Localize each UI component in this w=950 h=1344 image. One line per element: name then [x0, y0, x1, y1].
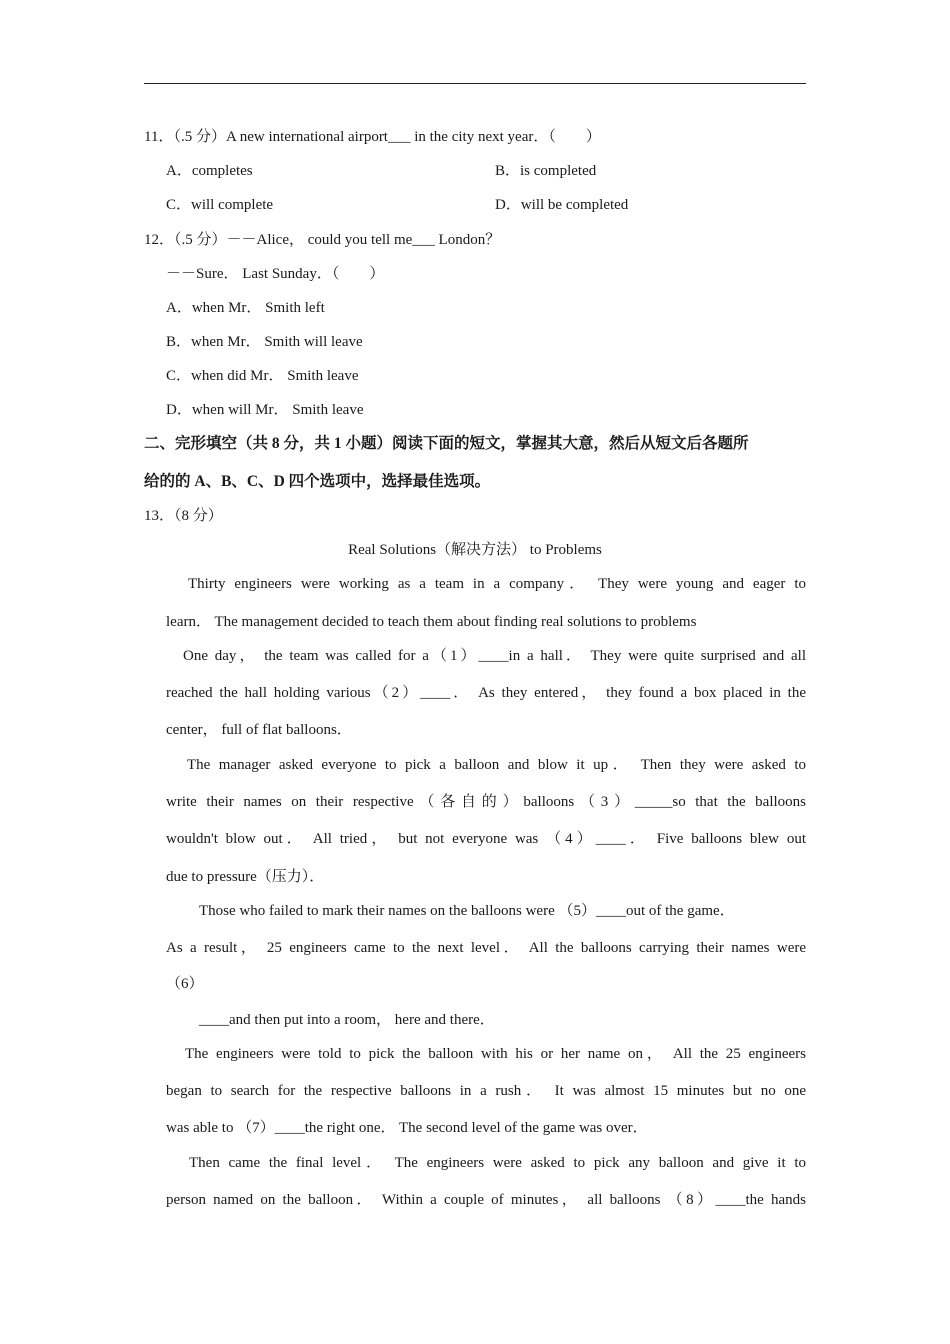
- q13-number: 13．（8 分）: [144, 508, 223, 524]
- q12-option-c: C．when did Mr． Smith leave: [166, 368, 359, 384]
- q11-stem: 11．（.5 分）A new international airport___ in the city next year．（ ）: [144, 129, 601, 145]
- passage-p4-line4: ____and then put into a room， here and there．: [199, 1012, 495, 1028]
- passage-p3-line1: The manager asked everyone to pick a balloon and blow it up． Then they were asked to: [187, 757, 806, 773]
- section2-heading-line2: 给的的 A、B、C、D 四个选项中，选择最佳选项。: [144, 473, 491, 490]
- passage-p2-line3: center， full of flat balloons．: [166, 722, 352, 738]
- passage-p2-line2: reached the hall holding various（2）____． As they entered， they found a box placed in the: [166, 685, 806, 701]
- passage-p6-line2: person named on the balloon． Within a couple of minutes， all balloons （8）____the hands: [166, 1192, 806, 1208]
- q12-option-a: A．when Mr． Smith left: [166, 300, 325, 316]
- passage-p1-line1: Thirty engineers were working as a team in a company． They were young and eager to: [188, 576, 806, 592]
- q11-option-b: B．is completed: [495, 163, 597, 179]
- passage-title: Real Solutions（解决方法） to Problems: [348, 542, 602, 558]
- passage-p3-line2: write their names on their respective（各自的）balloons（3）_____so that the balloons: [166, 794, 806, 810]
- q11-option-a: A．completes: [166, 163, 253, 179]
- q12-stem: 12．（.5 分）－－Alice， could you tell me___ London？: [144, 232, 501, 248]
- passage-p4-line1: Those who failed to mark their names on the balloons were （5）____out of the game．: [199, 903, 735, 919]
- passage-p4-line2: As a result， 25 engineers came to the next level． All the balloons carrying their names were: [166, 940, 806, 956]
- q11-option-d: D．will be completed: [495, 197, 629, 213]
- passage-p3-line3: wouldn't blow out． All tried， but not everyone was （4）____． Five balloons blew out: [166, 831, 806, 847]
- passage-p5-line3: was able to （7）____the right one． The second level of the game was over．: [166, 1120, 648, 1136]
- passage-p5-line2: began to search for the respective balloons in a rush． It was almost 15 minutes but no one: [166, 1083, 806, 1099]
- header-rule: [144, 83, 806, 84]
- passage-p4-line3: （6）: [166, 976, 204, 992]
- q12-reply: －－Sure． Last Sunday．（ ）: [166, 266, 385, 282]
- section2-heading-line1: 二、完形填空（共 8 分，共 1 小题）阅读下面的短文，掌握其大意，然后从短文后各题所: [144, 435, 749, 452]
- q12-option-d: D．when will Mr． Smith leave: [166, 402, 364, 418]
- passage-p1-line2: learn． The management decided to teach them about finding real solutions to problems: [166, 614, 697, 630]
- q12-option-b: B．when Mr． Smith will leave: [166, 334, 363, 350]
- passage-p5-line1: The engineers were told to pick the balloon with his or her name on， All the 25 engineers: [185, 1046, 806, 1062]
- passage-p3-line4: due to pressure（压力）．: [166, 869, 325, 885]
- passage-p2-line1: One day， the team was called for a（1）____in a hall． They were quite surprised and all: [183, 648, 806, 664]
- passage-p6-line1: Then came the final level． The engineers were asked to pick any balloon and give it to: [189, 1155, 806, 1171]
- q11-option-c: C．will complete: [166, 197, 274, 213]
